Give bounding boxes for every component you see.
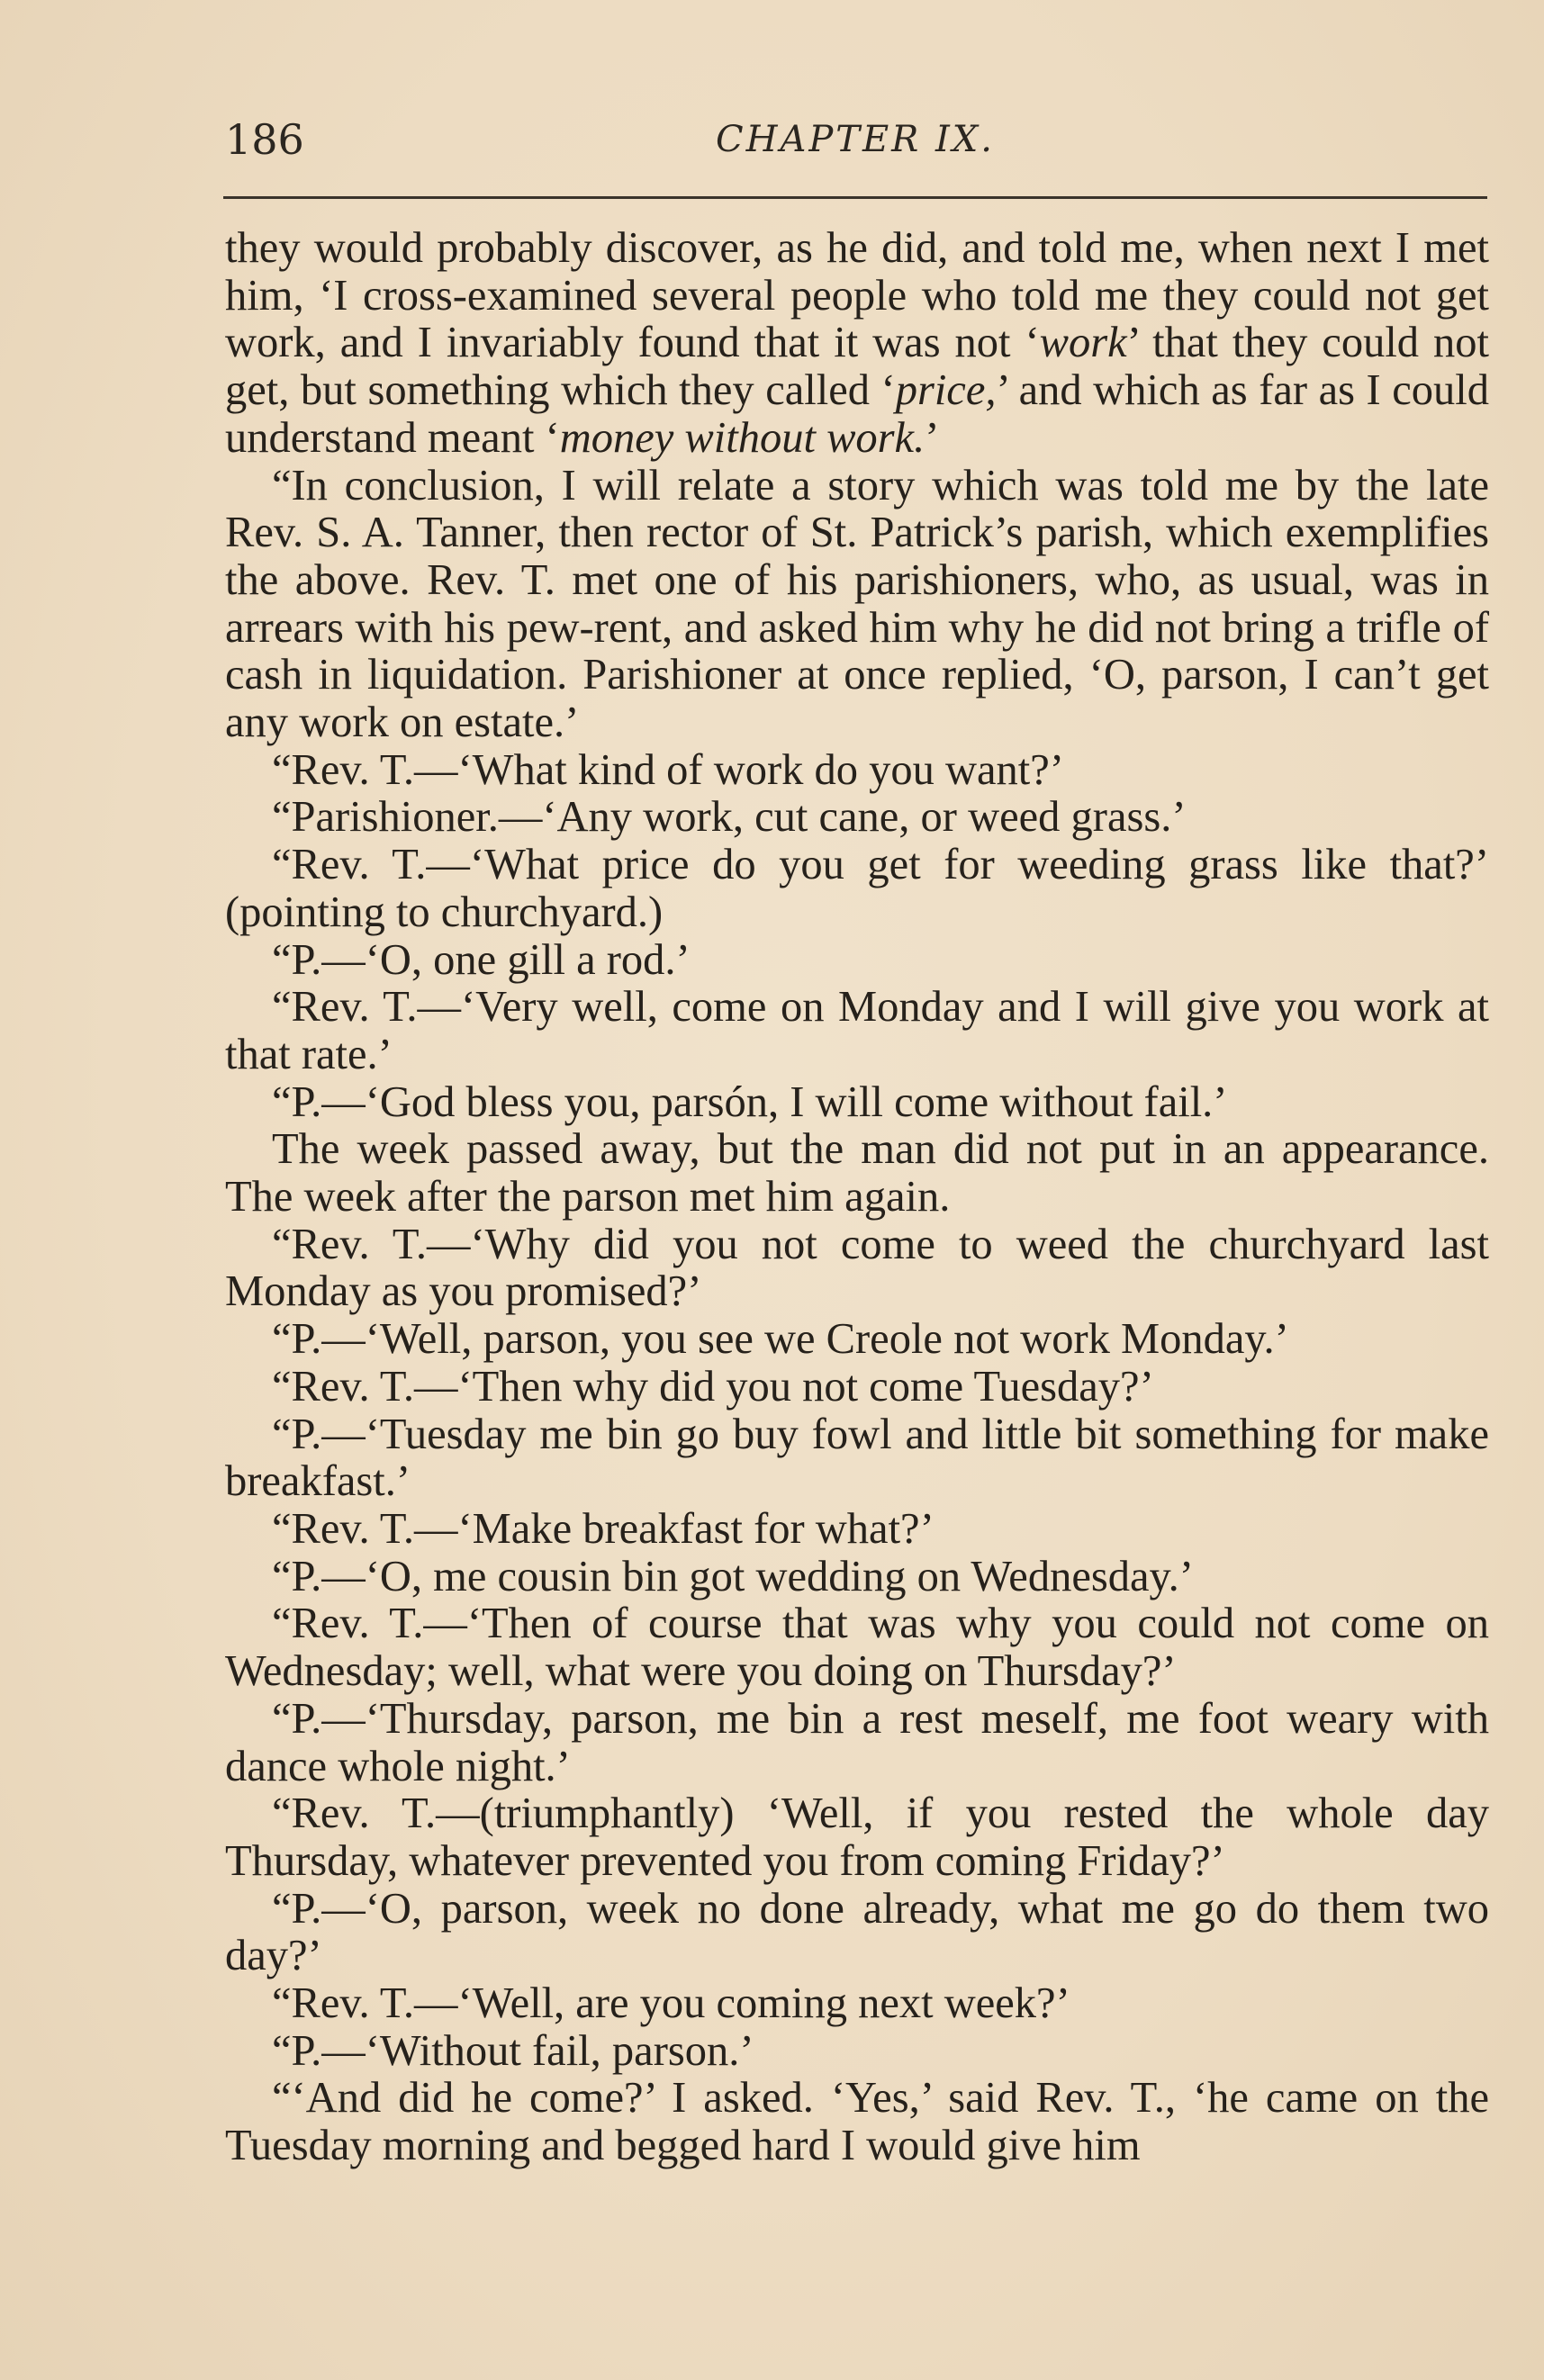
paragraph: “P.—‘O, parson, week no done already, what me go do them two day?’	[225, 1884, 1489, 1980]
paragraph: “Parishioner.—‘Any work, cut cane, or weed grass.’	[272, 793, 1187, 842]
paragraph: “P.—‘Well, parson, you see we Creole not work Monday.’	[272, 1315, 1289, 1364]
page-header	[225, 115, 1485, 178]
paragraph: “P.—‘O, one gill a rod.’	[272, 935, 691, 984]
paragraph: “Rev. T.—‘Then of course that was why you could not come on Wednesday; well, what were you doing on Thursday?’	[225, 1600, 1489, 1696]
paragraph: “In conclusion, I will relate a story which was told me by the late Rev. S. A. Tanner, then rector of St. Patrick’s parish, which exemplifies the above. Rev. T. met one of his parishioners, who, as usual, was in arrears with his pew-rent, and asked him why he did not bring a trifle of cash in liquidation. Parishioner at once replied, ‘O, parson, I can’t get any work on estate.’	[225, 461, 1489, 747]
header-rule	[223, 196, 1487, 199]
page-number: 186	[225, 115, 304, 164]
body-text	[225, 225, 1489, 2170]
paragraph: they would probably discover, as he did, and told me, when next I met him, ‘I cross-examined several people who told me they could not get work, and I invariably found that it was not ‘work’ that they could not get, but something which they called ‘price,’ and which as far as I could understand meant ‘money without work.’	[225, 224, 1489, 462]
paragraph: “P.—‘Without fail, parson.’	[272, 2026, 754, 2075]
paragraph: “‘And did he come?’ I asked. ‘Yes,’ said Rev. T., ‘he came on the Tuesday morning and begged hard I would give him	[225, 2074, 1489, 2170]
paragraph: “Rev. T.—‘Very well, come on Monday and I will give you work at that rate.’	[225, 983, 1489, 1078]
running-head: CHAPTER IX.	[716, 119, 995, 160]
paragraph: “P.—‘Tuesday me bin go buy fowl and little bit something for make breakfast.’	[225, 1410, 1489, 1506]
paragraph: “Rev. T.—‘What kind of work do you want?’	[272, 745, 1064, 794]
paragraph: “Rev. T.—‘Well, are you coming next week?’	[272, 1979, 1070, 2028]
paragraph: “Rev. T.—‘What price do you get for weeding grass like that?’ (pointing to churchyard.)	[225, 841, 1489, 936]
paragraph: “Rev. T.—‘Make breakfast for what?’	[272, 1504, 935, 1553]
paragraph: “Rev. T.—‘Why did you not come to weed the churchyard last Monday as you promised?’	[225, 1220, 1489, 1316]
paragraph: “P.—‘God bless you, parsón, I will come without fail.’	[272, 1077, 1228, 1126]
paragraph: The week passed away, but the man did not put in an appearance. The week after the parson met him again.	[225, 1125, 1489, 1222]
paragraph: “P.—‘O, me cousin bin got wedding on Wednesday.’	[272, 1552, 1194, 1600]
paragraph: “P.—‘Thursday, parson, me bin a rest meself, me foot weary with dance whole night.’	[225, 1694, 1489, 1790]
paragraph: “Rev. T.—‘Then why did you not come Tuesday?’	[272, 1362, 1154, 1411]
paragraph: “Rev. T.—(triumphantly) ‘Well, if you rested the whole day Thursday, whatever prevented you from coming Friday?’	[225, 1790, 1489, 1885]
